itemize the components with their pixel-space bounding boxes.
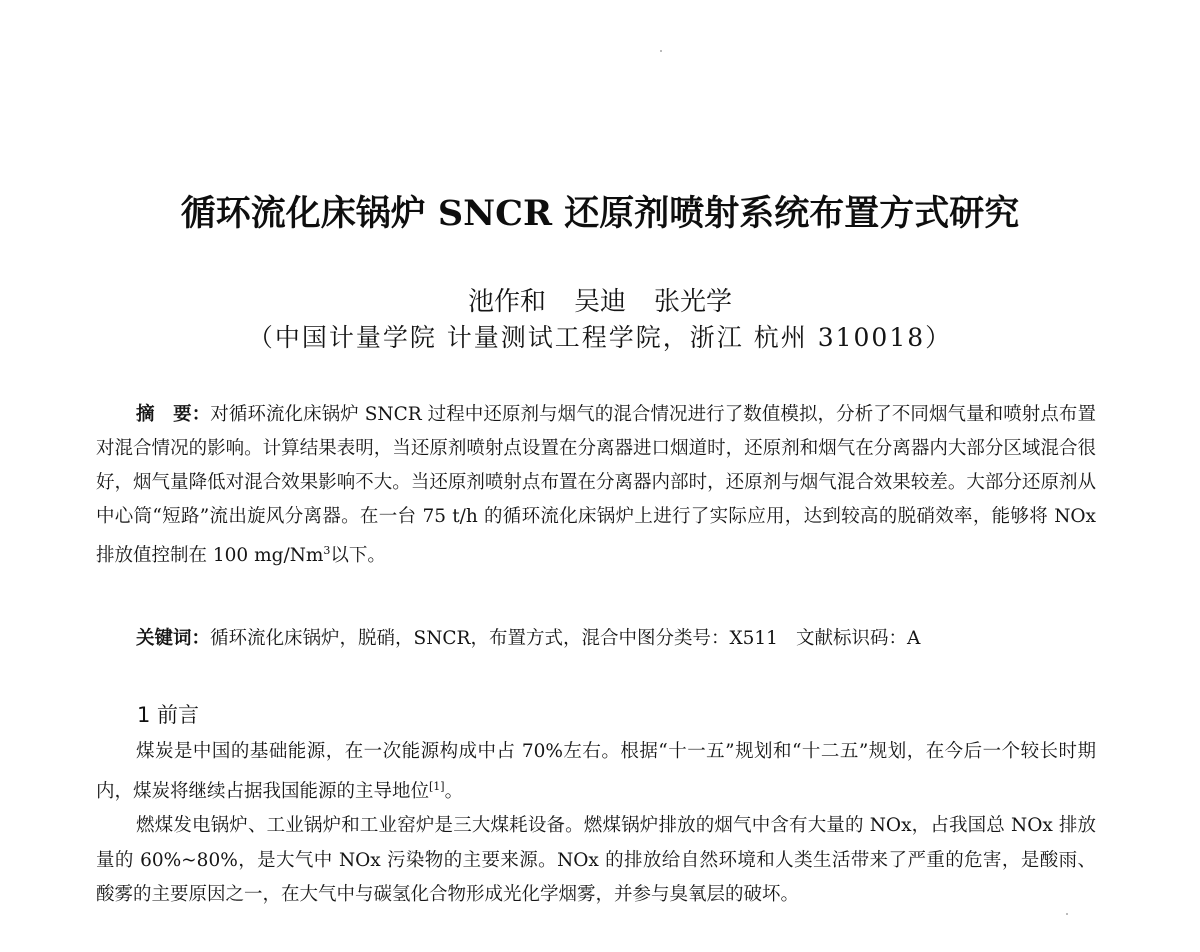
keywords-text: 循环流化床锅炉，脱硝，SNCR，布置方式，混合 bbox=[210, 628, 619, 649]
scan-speck bbox=[660, 50, 662, 52]
paragraph bbox=[96, 735, 1096, 809]
paragraph-text-end: 。 bbox=[444, 780, 464, 802]
keywords-line bbox=[136, 624, 1096, 650]
paragraph-text: 煤炭是中国的基础能源，在一次能源构成中占 70%左右。根据“十一五”规划和“十二五”规划，在今后一个较长时期内，煤炭将继续占据我国能源的主导地位 bbox=[96, 741, 1096, 802]
abstract bbox=[96, 398, 1096, 573]
affiliation: （中国计量学院 计量测试工程学院，浙江 杭州 310018） bbox=[247, 323, 953, 352]
author-name: 吴迪 bbox=[573, 287, 626, 317]
section-heading: 1 前言 bbox=[137, 703, 200, 727]
citation-ref: [1] bbox=[429, 779, 445, 793]
abstract-text: 对循环流化床锅炉 SNCR 过程中还原剂与烟气的混合情况进行了数值模拟，分析了不同烟气量和喷射点布置对混合情况的影响。计算结果表明，当还原剂喷射点设置在分离器进口烟道时，还原剂和烟气在分离器内大部分区域混合很好，烟气量降低对混合效果影响不大。当还原剂喷射点布置在分离器内部时，还原剂与烟气混合效果较差。大部分还原剂从中心筒“短路”流出旋风分离器。在一台 75 t/h 的循环流化床锅炉上进行了实际应用，达到较高的脱硝效率，能够将 NOx 排放值控制在 100 mg/Nm bbox=[96, 404, 1096, 567]
superscript: 3 bbox=[323, 544, 331, 557]
document-code: 文献标识码：A bbox=[795, 628, 921, 649]
abstract-label: 摘 要： bbox=[136, 404, 211, 425]
author-name: 张光学 bbox=[654, 287, 733, 317]
author-list bbox=[0, 281, 1200, 318]
clc-number: 中图分类号：X511 bbox=[618, 628, 778, 649]
paper-title: 循环流化床锅炉 SNCR 还原剂喷射系统布置方式研究 bbox=[180, 193, 1020, 234]
abstract-text-end: 以下。 bbox=[330, 545, 386, 567]
body-text bbox=[96, 735, 1096, 913]
paragraph: 燃煤发电锅炉、工业锅炉和工业窑炉是三大煤耗设备。燃煤锅炉排放的烟气中含有大量的 NOx，占我国总 NOx 排放量的 60%~80%，是大气中 NOx 污染物的主要来源。NOx 的排放给自然环境和人类生活带来了严重的危害，是酸雨、酸雾的主要原因之一，在大气中与碳氢化合物形成光化学烟雾，并参与臭氧层的破坏。 bbox=[96, 815, 1096, 906]
author-name: 池作和 bbox=[467, 287, 546, 317]
scan-speck bbox=[1066, 913, 1068, 915]
keywords-label: 关键词： bbox=[136, 628, 211, 649]
